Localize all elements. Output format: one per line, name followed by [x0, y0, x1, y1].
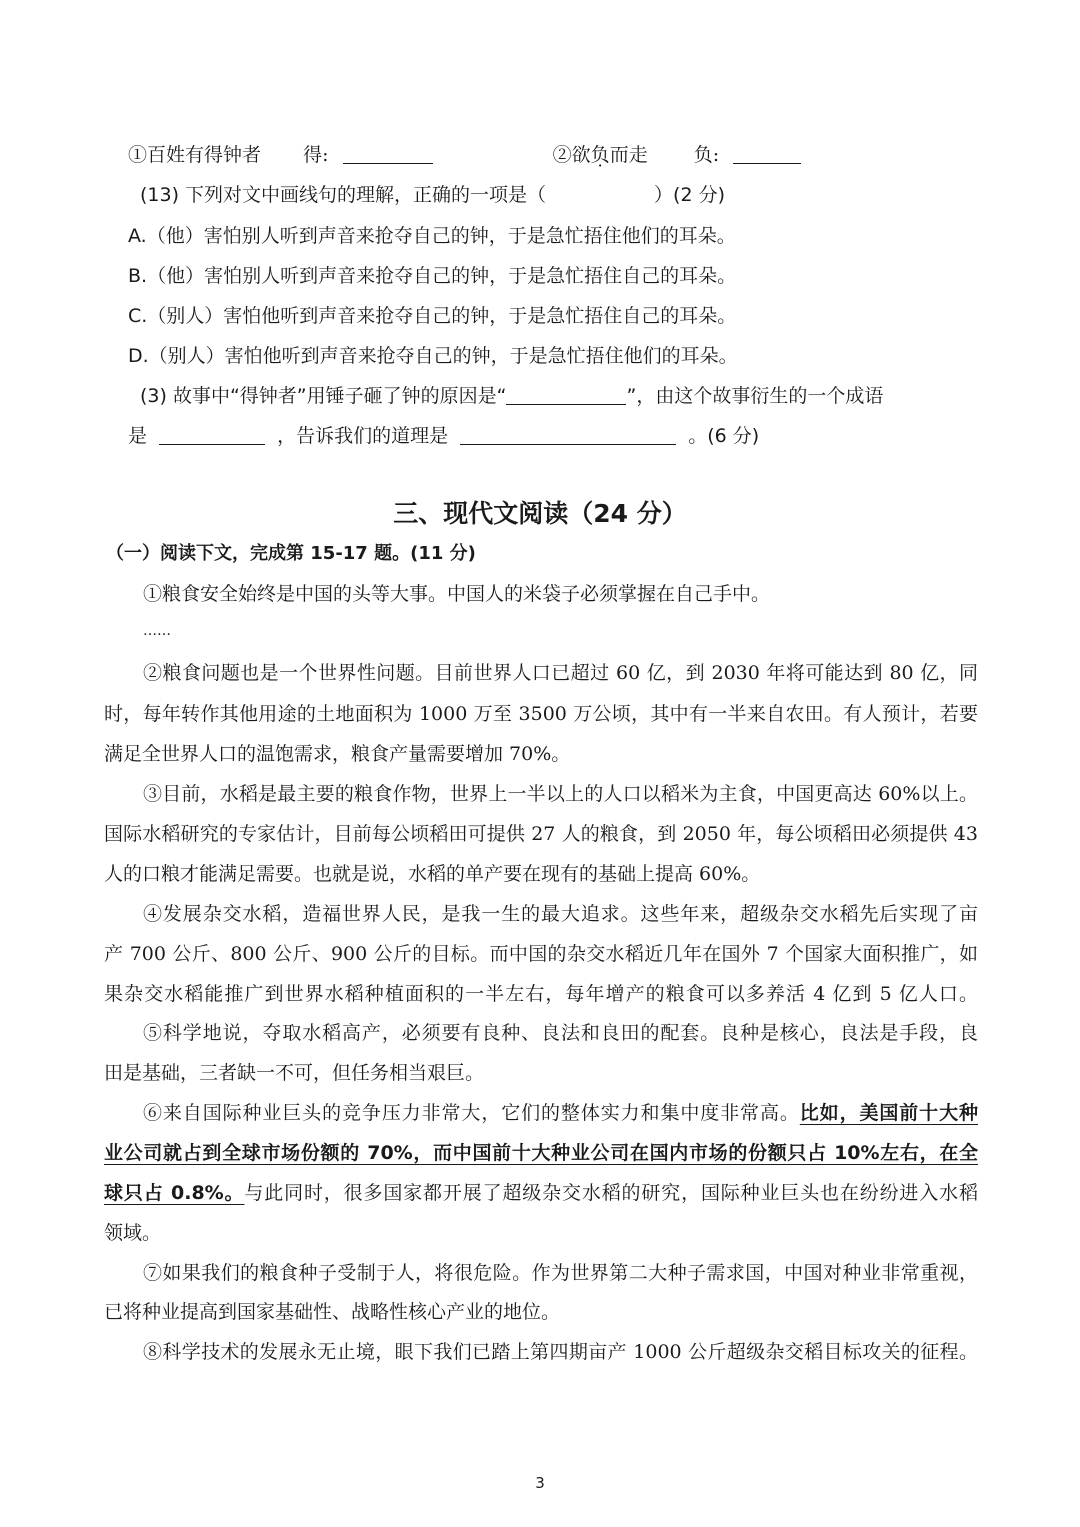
q12-answer-blank-1[interactable]: [343, 143, 433, 164]
paragraph-3-line-3: 人的口粮才能满足需要。也就是说，水稻的单产要在现有的基础上提高 60%。: [104, 863, 761, 885]
q12-item2-suffix: 而走: [609, 144, 648, 166]
paragraph-8-line-1: ⑧科学技术的发展永无止境，眼下我们已踏上第四期亩产 1000 公斤超级杂交稻目标攻关的征程。: [143, 1341, 978, 1363]
paragraph-6-line-4: 领域。: [104, 1222, 162, 1244]
q3-line-2: [128, 422, 759, 450]
q12-answer-blank-2[interactable]: [733, 143, 801, 164]
ellipsis: ……: [143, 623, 171, 639]
q12-item1-key: 得:: [303, 144, 329, 166]
q12-line: [128, 141, 801, 169]
paragraph-7-line-2: 已将种业提高到国家基础性、战略性核心产业的地位。: [104, 1301, 561, 1323]
paragraph-6-plain-2: 与此同时，很多国家都开展了超级杂交水稻的研究，国际种业巨头也在纷纷进入水稻: [244, 1182, 978, 1204]
q3-part1: (3) 故事中“得钟者”用锤子砸了钟的原因是“: [140, 385, 507, 407]
underlined-sentence-1: 比如，美国前十大种: [799, 1102, 978, 1124]
paragraph-2-line-3: 满足全世界人口的温饱需求，粮食产量需要增加 70%。: [104, 743, 571, 765]
q3-part4: ，告诉我们的道理是: [277, 425, 449, 447]
underlined-sentence-3: 球只占 0.8%。: [104, 1182, 245, 1204]
paragraph-1: ①粮食安全始终是中国的头等大事。中国人的米袋子必须掌握在自己手中。: [143, 583, 771, 605]
q13-option-d: D.（别人）害怕他听到声音来抢夺自己的钟，于是急忙捂住他们的耳朵。: [128, 345, 738, 367]
page-number: 3: [535, 1474, 545, 1492]
paragraph-3-line-1: ③目前，水稻是最主要的粮食作物，世界上一半以上的人口以稻米为主食，中国更高达 60%以上。: [143, 783, 978, 805]
q3-line-1: [140, 382, 883, 410]
paragraph-2-line-1: ②粮食问题也是一个世界性问题。目前世界人口已超过 60 亿，到 2030 年将可能达到 80 亿，同: [143, 662, 978, 684]
paragraph-4-line-2: 产 700 公斤、800 公斤、900 公斤的目标。而中国的杂交水稻近几年在国外 7 个国家大面积推广，如: [104, 943, 978, 965]
q3-part3: 是: [128, 425, 148, 447]
q12-item2-prefix: ②欲: [552, 144, 591, 166]
paragraph-2-line-2: 时，每年转作其他用途的土地面积为 1000 万至 3500 万公顷，其中有一半来自农田。有人预计，若要: [104, 703, 978, 725]
q13-option-c: C.（别人）害怕他听到声音来抢夺自己的钟，于是急忙捂住自己的耳朵。: [128, 305, 737, 327]
q12-item2-key: 负:: [693, 144, 720, 166]
q12-item2-emphasis: 负: [590, 144, 610, 166]
q13-stem-prefix: (13) 下列对文中画线句的理解，正确的一项是（: [140, 184, 547, 206]
q3-answer-blank-idiom[interactable]: [159, 424, 265, 445]
underlined-sentence-2: 业公司就占到全球市场份额的 70%，而中国前十大种业公司在国内市场的份额只占 10%左右，在全: [104, 1142, 978, 1164]
paragraph-7-line-1: ⑦如果我们的粮食种子受制于人，将很危险。作为世界第二大种子需求国，中国对种业非常重视，: [143, 1262, 978, 1284]
paragraph-5-line-2: 田是基础，三者缺一不可，但任务相当艰巨。: [104, 1062, 485, 1084]
q13-option-b: B.（他）害怕别人听到声音来抢夺自己的钟，于是急忙捂住自己的耳朵。: [128, 265, 737, 287]
section-subtitle: （一）阅读下文，完成第 15-17 题。(11 分): [106, 543, 476, 564]
q13-option-a: A.（他）害怕别人听到声音来抢夺自己的钟，于是急忙捂住他们的耳朵。: [128, 225, 736, 247]
paragraph-3-line-2: 国际水稻研究的专家估计，目前每公顷稻田可提供 27 人的粮食，到 2050 年，每公顷稻田必须提供 43: [104, 823, 978, 845]
paragraph-4-line-3: 果杂交水稻能推广到世界水稻种植面积的一半左右，每年增产的粮食可以多养活 4 亿到 5 亿人口。: [104, 983, 978, 1005]
q12-item1: ①百姓有得钟者: [128, 144, 262, 166]
paragraph-6-line-3: [104, 1179, 978, 1207]
paragraph-6-line-1: [143, 1099, 978, 1127]
section-title: 三、现代文阅读（24 分）: [393, 499, 687, 528]
q13-stem: [140, 181, 725, 209]
paragraph-6-plain-1: ⑥来自国际种业巨头的竞争压力非常大，它们的整体实力和集中度非常高。: [143, 1102, 800, 1124]
q3-answer-blank-reason[interactable]: [506, 384, 626, 405]
q3-part2: ”，由这个故事衍生的一个成语: [626, 385, 884, 407]
paragraph-5-line-1: ⑤科学地说，夺取水稻高产，必须要有良种、良法和良田的配套。良种是核心，良法是手段，良: [143, 1022, 978, 1044]
paragraph-4-line-1: ④发展杂交水稻，造福世界人民，是我一生的最大追求。这些年来，超级杂交水稻先后实现了亩: [143, 903, 978, 925]
q13-stem-suffix: ）(2 分): [654, 184, 726, 206]
q3-part5: 。(6 分): [688, 425, 760, 447]
q3-answer-blank-lesson[interactable]: [460, 424, 676, 445]
